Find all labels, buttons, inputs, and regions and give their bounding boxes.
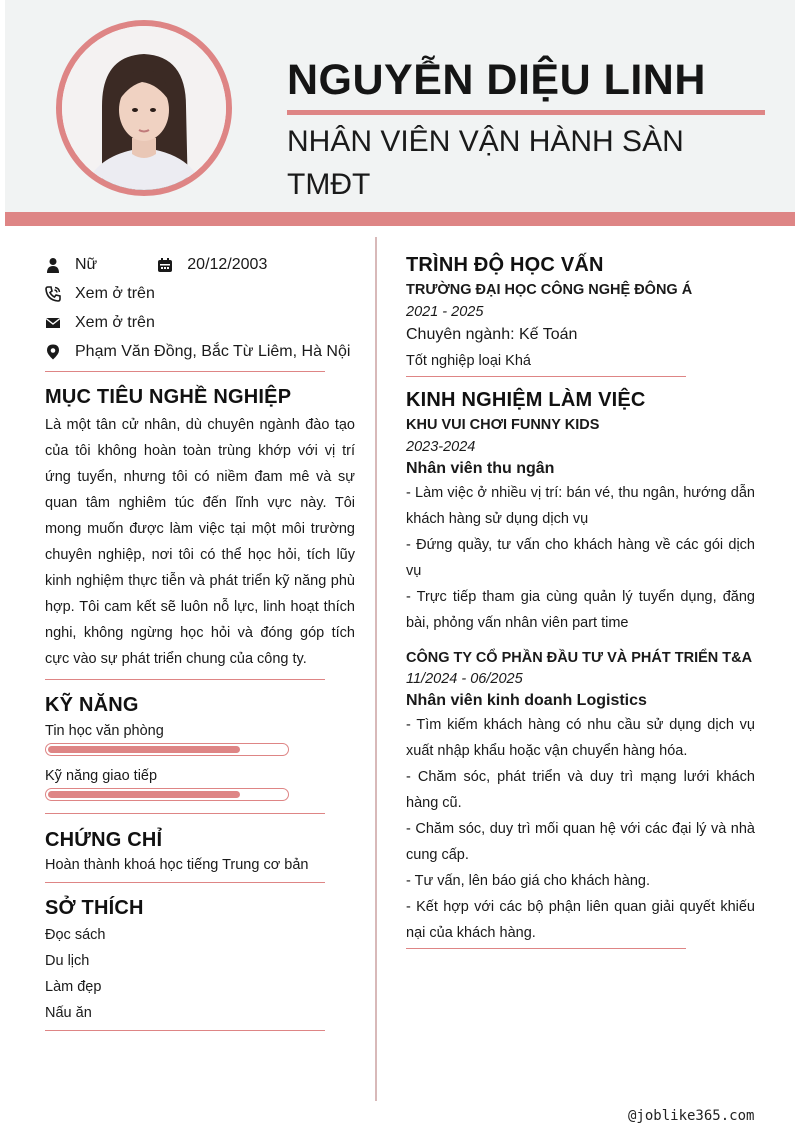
job-detail: - Kết hợp với các bộ phận liên quan giải quyết khiếu nại của khách hàng. xyxy=(406,899,755,941)
objective-text: Là một tân cử nhân, dù chuyên ngành đào tạo của tôi không hoàn toàn trùng khớp với vị trí ứng tuyển, nhưng tôi có niềm đam mê và sự quan tâm nghiêm túc đến lĩnh vực này. Tôi mong muốn được làm việc tại một môi trường chuyên nghiệp, nơi tôi có thể học hỏi, tích lũy kinh nghiệm thực tiễn và phát triển kỹ năng phù hợp. Tôi cam kết sẽ luôn nỗ lực, linh hoạt thích nghi, không ngừng học hỏi và đóng góp tích cực vào sự phát triển chung của công ty. xyxy=(45,417,355,667)
skill-bar-fill xyxy=(48,791,240,798)
certificate-item: Hoàn thành khoá học tiếng Trung cơ bản xyxy=(45,857,309,873)
school-name: TRƯỜNG ĐẠI HỌC CÔNG NGHỆ ĐÔNG Á xyxy=(406,282,693,298)
hobby-list xyxy=(45,922,355,1026)
section-divider xyxy=(45,813,325,814)
hobby-item: Du lịch xyxy=(45,953,90,969)
candidate-name: NGUYỄN DIỆU LINH xyxy=(287,56,706,104)
header-accent-band xyxy=(5,212,795,226)
hobby-item: Nấu ăn xyxy=(45,1005,92,1021)
certificates-heading: CHỨNG CHỈ xyxy=(45,829,163,851)
email-value: Xem ở trên xyxy=(75,313,155,331)
contact-row-address xyxy=(45,337,355,366)
job-entry xyxy=(406,650,755,946)
hobbies-heading: SỞ THÍCH xyxy=(45,897,144,919)
job-period: 11/2024 - 06/2025 xyxy=(406,671,523,687)
company-name: KHU VUI CHƠI FUNNY KIDS xyxy=(406,417,600,433)
skill-bar-fill xyxy=(48,746,240,753)
education-major: Chuyên ngành: Kế Toán xyxy=(406,326,578,343)
job-role: Nhân viên kinh doanh Logistics xyxy=(406,692,647,709)
education-period: 2021 - 2025 xyxy=(406,304,484,320)
hobby-item: Làm đẹp xyxy=(45,979,102,995)
phone-icon xyxy=(45,286,61,302)
column-divider xyxy=(375,237,377,1101)
calendar-icon xyxy=(157,257,173,273)
company-name: CÔNG TY CỔ PHẦN ĐẦU TƯ VÀ PHÁT TRIỂN T&A xyxy=(406,650,753,666)
experience-heading: KINH NGHIỆM LÀM VIỆC xyxy=(406,389,646,411)
right-column xyxy=(406,250,755,949)
section-divider xyxy=(406,948,686,949)
job-detail: - Tư vấn, lên báo giá cho khách hàng. xyxy=(406,873,651,889)
education-heading: TRÌNH ĐỘ HỌC VẤN xyxy=(406,254,604,276)
objective-heading: MỤC TIÊU NGHỀ NGHIỆP xyxy=(45,386,292,408)
location-pin-icon xyxy=(45,344,61,360)
job-detail: - Chăm sóc, phát triển và duy trì mạng lưới khách hàng cũ. xyxy=(406,769,755,811)
watermark-text: @joblike365.com xyxy=(628,1108,755,1124)
phone-value: Xem ở trên xyxy=(75,284,155,302)
section-divider xyxy=(45,679,325,680)
contact-row-personal xyxy=(45,250,355,279)
section-divider xyxy=(45,371,325,372)
skills-heading: KỸ NĂNG xyxy=(45,694,139,716)
job-detail: - Trực tiếp tham gia cùng quản lý tuyển dụng, đăng bài, phỏng vấn nhân viên part time xyxy=(406,589,755,631)
job-detail: - Chăm sóc, duy trì mối quan hệ với các đại lý và nhà cung cấp. xyxy=(406,821,755,863)
section-divider xyxy=(45,1030,325,1031)
section-divider xyxy=(45,882,325,883)
contact-row-email xyxy=(45,308,355,337)
hobby-item: Đọc sách xyxy=(45,927,106,943)
left-column xyxy=(45,250,355,1031)
job-period: 2023-2024 xyxy=(406,439,476,455)
skill-list xyxy=(45,723,355,801)
job-detail: - Tìm kiếm khách hàng có nhu cầu sử dụng dịch vụ xuất nhập khẩu hoặc vận chuyển hàng hóa. xyxy=(406,717,755,759)
address-value: Phạm Văn Đồng, Bắc Từ Liêm, Hà Nội xyxy=(75,342,351,360)
skill-label: Kỹ năng giao tiếp xyxy=(45,768,158,784)
skill-bar xyxy=(45,743,289,756)
person-icon xyxy=(45,257,61,273)
job-role: Nhân viên thu ngân xyxy=(406,460,555,477)
envelope-icon xyxy=(45,315,61,331)
job-detail: - Làm việc ở nhiều vị trí: bán vé, thu ngân, hướng dẫn khách hàng sử dụng dịch vụ xyxy=(406,485,755,527)
gender-value: Nữ xyxy=(75,255,98,273)
job-title: NHÂN VIÊN VẬN HÀNH SÀN TMĐT xyxy=(287,125,684,201)
education-grade: Tốt nghiệp loại Khá xyxy=(406,353,531,369)
section-divider xyxy=(406,376,686,377)
name-underline xyxy=(287,110,765,115)
contact-row-phone xyxy=(45,279,355,308)
job-detail: - Đứng quầy, tư vấn cho khách hàng về các gói dịch vụ xyxy=(406,537,755,579)
skill-label: Tin học văn phòng xyxy=(45,723,164,739)
skill-bar xyxy=(45,788,289,801)
profile-photo xyxy=(56,20,232,196)
birthday-value: 20/12/2003 xyxy=(187,255,268,273)
job-entry xyxy=(406,417,755,636)
